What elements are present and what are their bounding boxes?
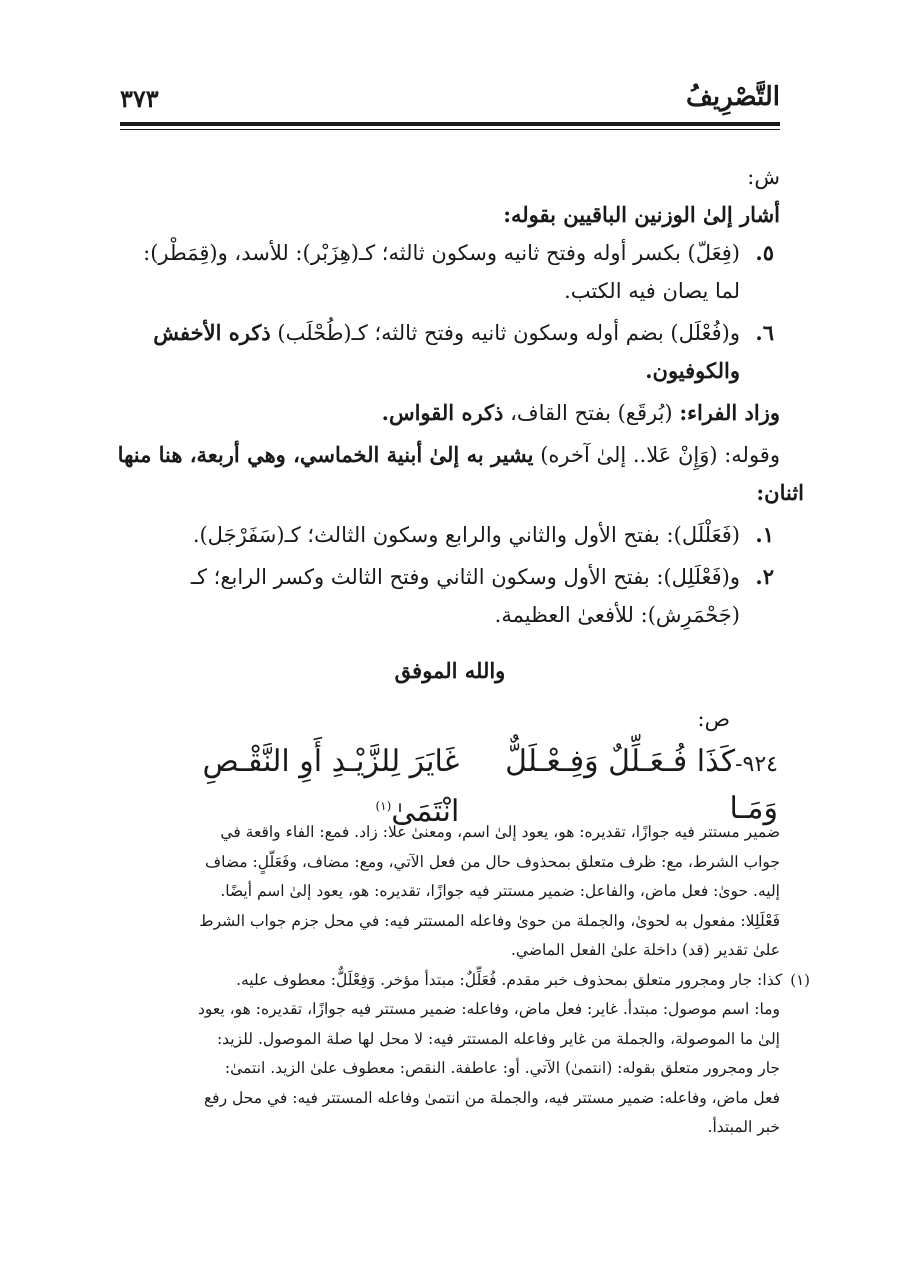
- item-text-bold: ذكره الأخفش: [153, 320, 271, 345]
- book-title: التَّصْرِيفُ: [685, 82, 780, 112]
- list-item-6: [120, 314, 780, 390]
- farra-bold: ذكره القواس.: [381, 400, 504, 425]
- footnote-1-line: فعل ماض، وفاعله: ضمير مستتر فيه، والجملة من انتمىٰ وفاعله المستتر فيه: في محل رفع: [203, 1088, 780, 1107]
- page-number: ٣٧٣: [120, 84, 159, 113]
- footnote-marker: (١): [790, 970, 810, 989]
- verse-first-hemistich: كَذَا فُـعَـلِّلٌ وَفِـعْـلَلٌّ وَمَـا: [505, 744, 778, 826]
- footnote-1-line: جار ومجرور متعلق بقوله: (انتمىٰ) الآتي. أو: عاطفة. النقص: معطوف علىٰ الزيد. انتمىٰ:: [224, 1059, 780, 1077]
- list-item-5: [120, 234, 780, 310]
- farra-bold: وزاد الفراء:: [679, 400, 780, 425]
- qawluhu-bold: يشير به إلىٰ أبنية الخماسي، وهي أربعة، هنا منها: [117, 442, 534, 467]
- verse-second-hemistich: غَايَرَ لِلزَّيْـدِ أَوِ النَّقْـصِ انْتَمَىٰ: [202, 744, 460, 829]
- main-text: [117, 158, 804, 834]
- footnote-1-line: وما: اسم موصول: مبتدأ. غاير: فعل ماض، وفاعله: ضمير مستتر فيه جوازًا، تقديره: هو، يعود: [197, 1000, 780, 1018]
- footnote-1-line: إلىٰ ما الموصولة، والجملة من غاير وفاعله المستتر فيه: لا محل لها صلة الموصول. للزيد:: [216, 1029, 780, 1048]
- item-number: ٦.: [755, 320, 774, 345]
- list-item-khumasi-2: [120, 558, 780, 634]
- list-item-khumasi-1: [120, 516, 780, 554]
- footnote-continued-line: إليه. حوىٰ: فعل ماض، والفاعل: ضمير مستتر فيه جوازًا، تقديره: هو، يعود إلىٰ اسم أيضًا.: [220, 882, 780, 900]
- footnote-1-line: [120, 966, 810, 996]
- footnote-continued-line: فَعْلَلِلا: مفعول به لحوىٰ، والجملة من حوىٰ وفاعله المستتر فيه: في محل جزم جواب الشرط: [199, 911, 780, 930]
- sharh-label: ش:: [747, 165, 780, 189]
- header-rule-thin: [120, 129, 780, 130]
- item-number: ١.: [755, 522, 774, 547]
- farra-line: [120, 394, 780, 432]
- footnote-continued-line: جواب الشرط، مع: ظرف متعلق بمحذوف حال من فعل الآتي، ومع: مضاف، وفَعَلّلٍ: مضاف: [205, 852, 780, 871]
- farra-text: (بُرقَع) بفتح القاف،: [510, 401, 673, 425]
- item-text: (جَحْمَرِش): للأفعىٰ العظيمة.: [494, 603, 740, 627]
- page: [117, 72, 804, 834]
- qawluhu-line: [117, 436, 780, 474]
- item-number: ٢.: [755, 564, 774, 589]
- item-text-bold: والكوفيون.: [645, 358, 740, 383]
- qawluhu-cont: اثنان:: [756, 480, 804, 505]
- footnote-continued-line: علىٰ تقدير (قد) داخلة علىٰ الفعل الماضي.: [511, 941, 780, 959]
- matn-label: ص:: [697, 707, 730, 731]
- verse-number: ٩٢٤-: [735, 752, 778, 777]
- footnote-1-text: كذا: جار ومجرور متعلق بمحذوف خبر مقدم. فُعَلِّلٌ: مبتدأ مؤخر. وَفِعْلَلٌّ: معطوف عليه.: [236, 970, 783, 989]
- item-text: و(فَعْلَلِل): بفتح الأول وسكون الثاني وفتح الثالث وكسر الرابع؛ كـ: [190, 565, 740, 589]
- footnotes: [120, 818, 810, 1143]
- item-text: (فِعَلّ) بكسر أوله وفتح ثانيه وسكون ثالثه؛ كـ(هِزَبْر): للأسد، و(قِمَطْر):: [143, 241, 740, 265]
- footnote-1-line: خبر المبتدأ.: [707, 1118, 780, 1136]
- running-header: [120, 72, 780, 122]
- intro-line: أشار إلىٰ الوزنين الباقيين بقوله:: [503, 202, 780, 227]
- item-text: لما يصان فيه الكتب.: [564, 279, 740, 303]
- footnote-reference[interactable]: (١): [375, 799, 392, 813]
- item-text: و(فُعْلَل) بضم أوله وسكون ثانيه وفتح ثالثه؛ كـ(طُحْلَب): [277, 321, 740, 345]
- item-text: (فَعَلْلَل): بفتح الأول والثاني والرابع وسكون الثالث؛ كـ(سَفَرْجَل).: [192, 523, 740, 547]
- item-number: ٥.: [755, 240, 774, 265]
- qawluhu-text: وقوله: (وَإِنْ عَلا.. إلىٰ آخره): [540, 443, 780, 467]
- closing-heading: والله الموفق: [394, 658, 506, 683]
- footnote-continued-line: ضمير مستتر فيه جوازًا، تقديره: هو، يعود إلىٰ اسم، ومعنىٰ علا: زاد. فمع: الفاء واقعة في: [220, 823, 780, 841]
- header-rule-thick: [120, 122, 780, 126]
